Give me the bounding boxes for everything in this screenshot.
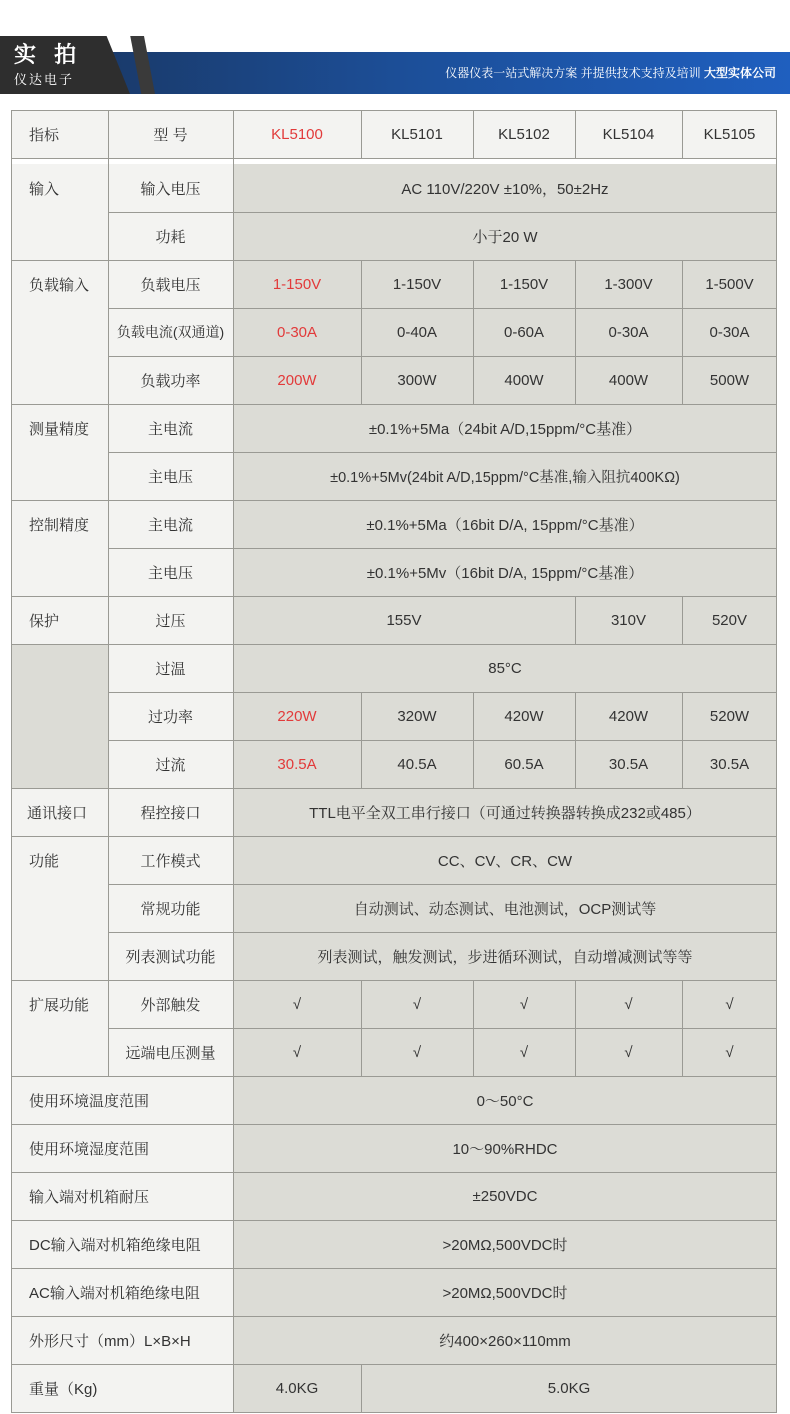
grid-line (108, 932, 777, 933)
grid-line (11, 500, 777, 501)
grid-line (11, 260, 777, 261)
grid-line (473, 260, 474, 404)
check-icon: √ (361, 980, 473, 1028)
value-kl5104: 420W (575, 692, 682, 740)
value-kl5100: 30.5A (233, 740, 361, 788)
row-label: 主电流 (108, 500, 233, 548)
value-kl5102: 400W (473, 356, 575, 404)
row-label: 过流 (108, 740, 233, 788)
table-row (11, 260, 777, 308)
check-icon: √ (682, 1028, 777, 1076)
row-label: AC输入端对机箱绝缘电阻 (11, 1268, 233, 1316)
row-value: >20MΩ,500VDC时 (233, 1268, 777, 1316)
grid-line (11, 1412, 777, 1413)
table-row (11, 500, 777, 548)
header-tagline (445, 64, 776, 81)
group-spacer (11, 452, 108, 500)
tagline-text: 仪器仪表一站式解决方案 并提供技术支持及培训 (445, 66, 701, 80)
value-kl5105: 500W (682, 356, 777, 404)
row-label: 输入电压 (108, 164, 233, 212)
header-model: 型 号 (108, 110, 233, 158)
value-kl5100: 220W (233, 692, 361, 740)
grid-line (11, 644, 777, 645)
grid-line (682, 596, 683, 644)
check-icon: √ (361, 1028, 473, 1076)
check-icon: √ (233, 980, 361, 1028)
row-value: 约400×260×110mm (233, 1316, 777, 1364)
grid-line (11, 1172, 777, 1173)
group-spacer (11, 308, 108, 356)
grid-line (108, 212, 777, 213)
model-kl5104: KL5104 (575, 110, 682, 158)
table-row (11, 404, 777, 452)
row-label: 负载功率 (108, 356, 233, 404)
row-label: 使用环境湿度范围 (11, 1124, 233, 1172)
value-kl5101: 320W (361, 692, 473, 740)
row-value: TTL电平全双工串行接口（可通过转换器转换成232或485） (233, 788, 777, 836)
value-kl5102: 420W (473, 692, 575, 740)
grid-line (11, 404, 777, 405)
grid-line (682, 110, 683, 158)
row-value: 小于20 W (233, 212, 777, 260)
table-row (11, 932, 777, 980)
row-value: CC、CV、CR、CW (233, 836, 777, 884)
value-kl5100: 200W (233, 356, 361, 404)
group-func: 功能 (11, 836, 108, 884)
group-protect: 保护 (11, 596, 108, 644)
grid-line (575, 260, 576, 404)
grid-line (11, 158, 777, 159)
value-kl5104: 0-30A (575, 308, 682, 356)
row-label: 输入端对机箱耐压 (11, 1172, 233, 1220)
row-value: ±0.1%+5Mv（16bit D/A, 15ppm/°C基准） (233, 548, 777, 596)
table-row (11, 1028, 777, 1076)
value-kl5104: 1-300V (575, 260, 682, 308)
grid-line (11, 980, 777, 981)
grid-line (108, 692, 777, 693)
group-spacer (11, 884, 108, 932)
table-row (11, 1316, 777, 1364)
value-kl5105: 0-30A (682, 308, 777, 356)
value-kl5101: 1-150V (361, 260, 473, 308)
table-row (11, 164, 777, 212)
model-kl5101: KL5101 (361, 110, 473, 158)
table-row (11, 884, 777, 932)
value-kl5102: 1-150V (473, 260, 575, 308)
group-spacer (11, 212, 108, 260)
table-row (11, 1364, 777, 1412)
table-row (11, 1124, 777, 1172)
model-kl5105: KL5105 (682, 110, 777, 158)
row-label: 过功率 (108, 692, 233, 740)
grid-line (108, 740, 777, 741)
grid-line (776, 110, 777, 1412)
value-kl5105: 520W (682, 692, 777, 740)
table-row (11, 644, 777, 692)
grid-line (11, 596, 777, 597)
value-kl5101: 40.5A (361, 740, 473, 788)
row-label: 主电压 (108, 548, 233, 596)
value-kl5102: 0-60A (473, 308, 575, 356)
row-value: 0～50°C (233, 1076, 777, 1124)
table-row (11, 1220, 777, 1268)
value-ov-kl5105: 520V (682, 596, 777, 644)
page-header (0, 0, 790, 110)
grid-line (11, 1316, 777, 1317)
value-kl5104: 30.5A (575, 740, 682, 788)
row-label: 过温 (108, 644, 233, 692)
check-icon: √ (575, 1028, 682, 1076)
row-value: 85°C (233, 644, 777, 692)
header-subtitle: 仪达电子 (14, 72, 75, 87)
group-spacer (11, 644, 108, 692)
group-spacer (11, 356, 108, 404)
value-kl5105: 30.5A (682, 740, 777, 788)
row-label: 工作模式 (108, 836, 233, 884)
check-icon: √ (233, 1028, 361, 1076)
grid-line (682, 260, 683, 404)
row-value: ±0.1%+5Mv(24bit A/D,15ppm/°C基准,输入阻抗400KΩ) (233, 452, 777, 500)
grid-line (108, 548, 777, 549)
grid-line (361, 1364, 362, 1412)
check-icon: √ (473, 980, 575, 1028)
row-label: 主电流 (108, 404, 233, 452)
value-kl5104: 400W (575, 356, 682, 404)
row-label: 过压 (108, 596, 233, 644)
group-spacer (11, 548, 108, 596)
header-title: 实 拍 (14, 42, 83, 67)
check-icon: √ (682, 980, 777, 1028)
group-measure: 测量精度 (11, 404, 108, 452)
row-value: 自动测试、动态测试、电池测试，OCP测试等 (233, 884, 777, 932)
table-row (11, 1172, 777, 1220)
group-load: 负载输入 (11, 260, 108, 308)
grid-line (11, 788, 777, 789)
row-label: 外形尺寸（mm）L×B×H (11, 1316, 233, 1364)
row-label: 外部触发 (108, 980, 233, 1028)
group-spacer (11, 1028, 108, 1076)
weight-kl5100: 4.0KG (233, 1364, 361, 1412)
row-label: 常规功能 (108, 884, 233, 932)
grid-line (11, 1220, 777, 1221)
header-index: 指标 (11, 110, 108, 158)
value-kl5100: 0-30A (233, 308, 361, 356)
weight-others: 5.0KG (361, 1364, 777, 1412)
row-label: DC输入端对机箱绝缘电阻 (11, 1220, 233, 1268)
table-row (11, 548, 777, 596)
grid-line (11, 1364, 777, 1365)
table-row (11, 836, 777, 884)
model-kl5100: KL5100 (233, 110, 361, 158)
grid-line (108, 884, 777, 885)
value-ov-main: 155V (233, 596, 575, 644)
table-row (11, 308, 777, 356)
row-label: 重量（Kg) (11, 1364, 233, 1412)
grid-line (108, 308, 777, 309)
group-input: 输入 (11, 164, 108, 212)
value-kl5105: 1-500V (682, 260, 777, 308)
grid-line (108, 452, 777, 453)
table-row (11, 452, 777, 500)
row-label: 程控接口 (108, 788, 233, 836)
row-label: 负载电压 (108, 260, 233, 308)
grid-line (11, 110, 777, 111)
row-label: 远端电压测量 (108, 1028, 233, 1076)
grid-line (361, 260, 362, 404)
grid-line (575, 596, 576, 644)
table-row (11, 980, 777, 1028)
row-label: 列表测试功能 (108, 932, 233, 980)
table-row (11, 692, 777, 740)
grid-line (575, 110, 576, 158)
grid-line (11, 110, 12, 1412)
row-label: 负载电流(双通道) (108, 308, 233, 356)
table-row (11, 212, 777, 260)
value-kl5102: 60.5A (473, 740, 575, 788)
group-ext: 扩展功能 (11, 980, 108, 1028)
row-value: 10～90%RHDC (233, 1124, 777, 1172)
group-spacer (11, 692, 108, 740)
table-row (11, 1076, 777, 1124)
tagline-bold: 大型实体公司 (703, 66, 776, 80)
row-label: 使用环境温度范围 (11, 1076, 233, 1124)
grid-line (11, 1076, 777, 1077)
grid-line (108, 1028, 777, 1029)
table-row (11, 740, 777, 788)
check-icon: √ (575, 980, 682, 1028)
row-value: >20MΩ,500VDC时 (233, 1220, 777, 1268)
table-row (11, 1268, 777, 1316)
grid-line (11, 1268, 777, 1269)
row-value: ±0.1%+5Ma（16bit D/A, 15ppm/°C基准） (233, 500, 777, 548)
row-value: ±250VDC (233, 1172, 777, 1220)
grid-line (11, 1124, 777, 1125)
group-spacer (11, 932, 108, 980)
check-icon: √ (473, 1028, 575, 1076)
model-kl5102: KL5102 (473, 110, 575, 158)
row-value: AC 110V/220V ±10%，50±2Hz (233, 164, 777, 212)
row-value: 列表测试，触发测试，步进循环测试，自动增减测试等等 (233, 932, 777, 980)
row-value: ±0.1%+5Ma（24bit A/D,15ppm/°C基准） (233, 404, 777, 452)
table-row (11, 356, 777, 404)
grid-line (233, 110, 234, 1412)
grid-line (108, 356, 777, 357)
grid-line (361, 110, 362, 158)
value-kl5101: 300W (361, 356, 473, 404)
group-control: 控制精度 (11, 500, 108, 548)
group-spacer (11, 740, 108, 788)
table-row (11, 788, 777, 836)
value-kl5100: 1-150V (233, 260, 361, 308)
grid-line (473, 110, 474, 158)
value-ov-kl5104: 310V (575, 596, 682, 644)
row-label: 主电压 (108, 452, 233, 500)
group-comm: 通讯接口 (11, 788, 108, 836)
grid-line (11, 836, 777, 837)
value-kl5101: 0-40A (361, 308, 473, 356)
table-header-row (11, 110, 777, 158)
row-label: 功耗 (108, 212, 233, 260)
table-row (11, 596, 777, 644)
